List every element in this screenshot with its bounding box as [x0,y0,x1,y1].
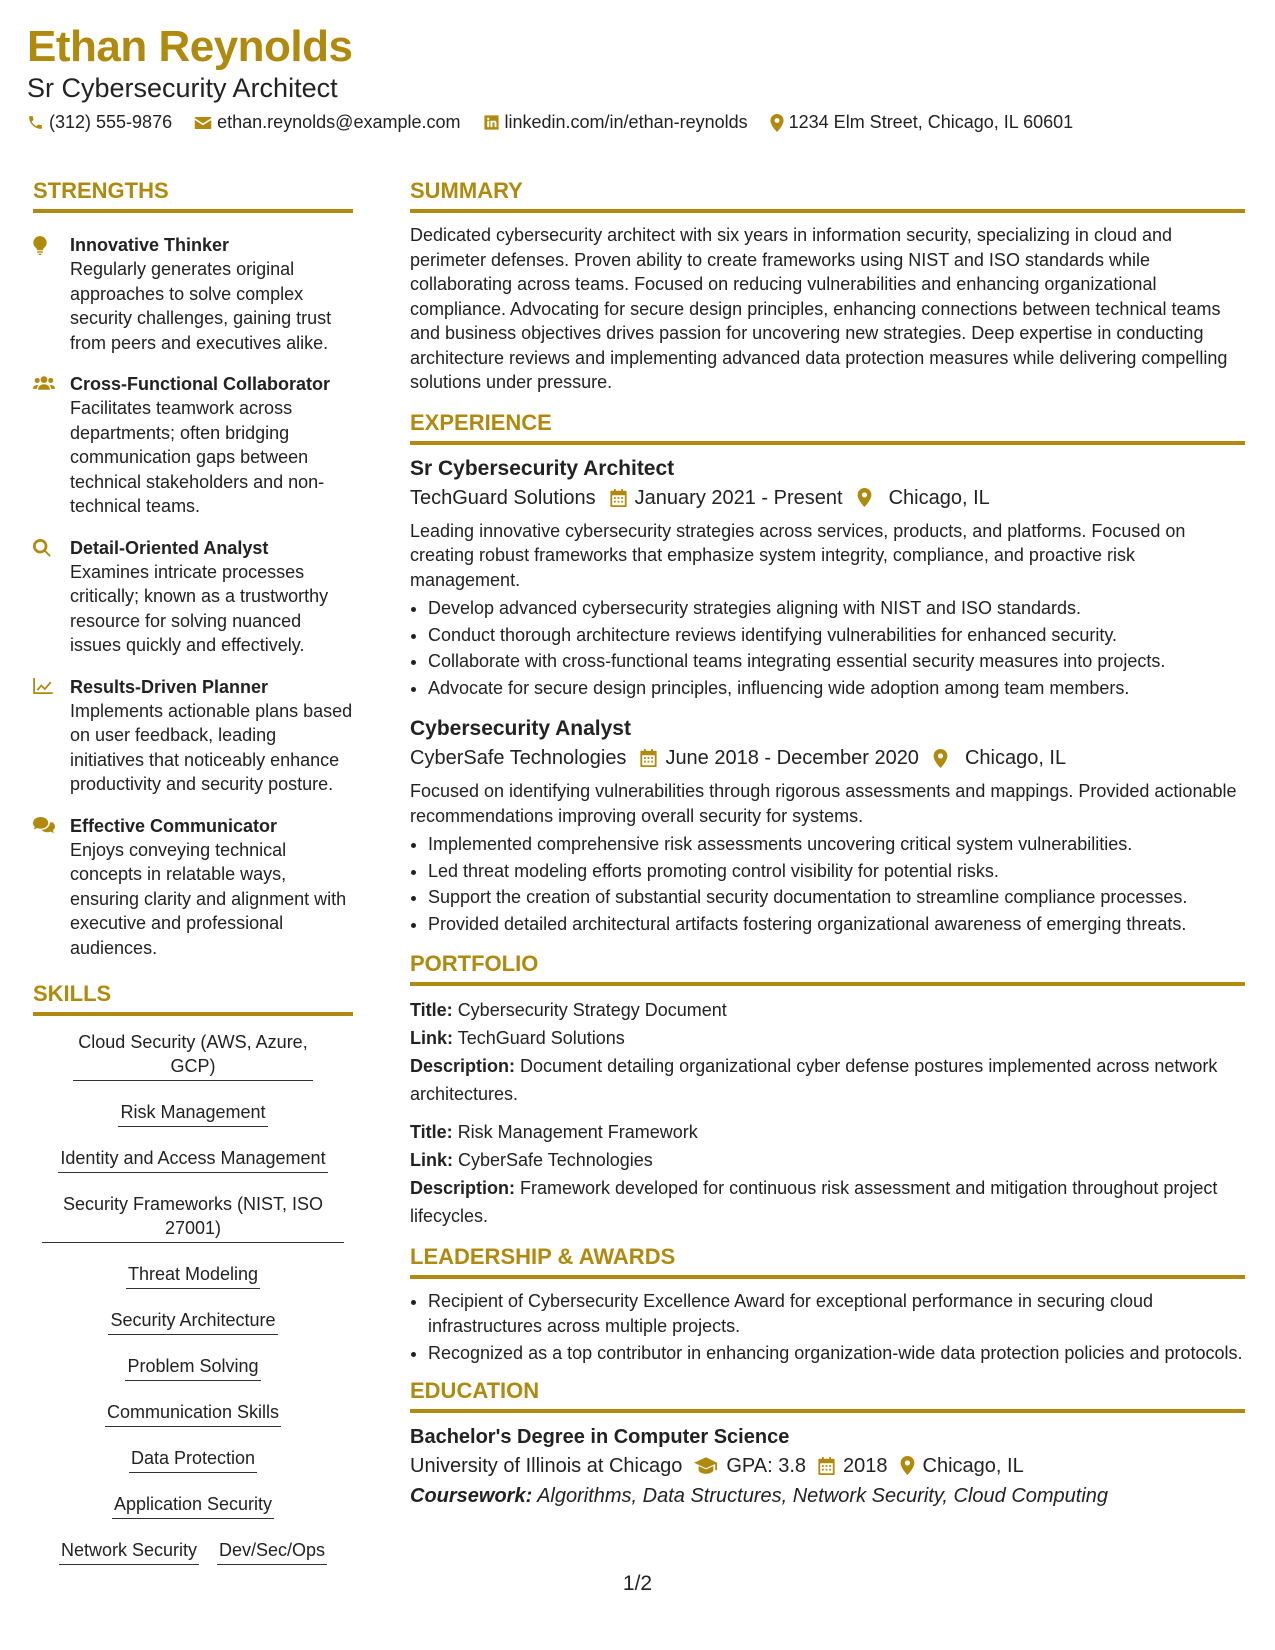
education-school: University of Illinois at Chicago [410,1454,683,1477]
contact-address [770,112,1074,133]
map-pin-icon [900,1456,915,1475]
skills-list [33,1030,353,1584]
contact-email-text: ethan.reynolds@example.com [217,112,461,132]
job-company: CyberSafe Technologies [410,747,627,769]
users-icon [33,375,55,391]
job-bullet: • Collaborate with cross-functional teams integrating essential security measures into projects. [428,648,1245,675]
job-bullet: • Develop advanced cybersecurity strategies aligning with NIST and ISO standards. [428,595,1245,622]
job-role: Sr Cybersecurity Architect [410,456,675,480]
job-location: Chicago, IL [964,747,1067,769]
job-bullet: • Implemented comprehensive risk assessments uncovering critical system vulnerabilities. [428,831,1245,858]
skill-tag: Data Protection [129,1446,257,1473]
skill-tag: Dev/Sec/Ops [217,1538,327,1565]
job-bullet: • Provided detailed architectural artifacts fostering organizational awareness of emerging threats. [428,911,1245,938]
job-bullet: • Led threat modeling efforts promoting control visibility for potential risks. [428,858,1245,885]
portfolio-description-label: Description: [410,1178,516,1198]
lightbulb-icon [33,236,47,255]
summary-text: Dedicated cybersecurity architect with six years in information security, specializing in cloud and perimeter defenses. Proven ability to create frameworks using NIST and ISO standards while collaborating across teams. Focused on reducing vulnerabilities and enhancing organizational compliance. Advocating for secure design principles, enhancing connections between technical teams and business objectives drives passion for uncovering new strategies. Deep expertise in conducting architecture reviews and implementing advanced data protection measures while delivering compelling solutions under pressure. [410,225,1228,392]
skill-tag-text: Security Frameworks (NIST, ISO 27001) [62,1194,324,1238]
strength-title: Effective Communicator [70,815,278,836]
portfolio-description: Document detailing organizational cyber defense postures implemented across network architectures. [410,1056,1218,1104]
portfolio-title-label: Title: [410,1000,453,1020]
education-gpa: GPA: 3.8 [726,1454,807,1477]
skills-heading: SKILLS [33,981,353,1016]
strength-description: Enjoys conveying technical concepts in relatable ways, ensuring clarity and alignment with executive and professional audiences. [70,839,347,958]
calendar-icon [818,1457,835,1475]
map-pin-icon [770,114,784,132]
candidate-title: Sr Cybersecurity Architect [27,73,338,103]
graduation-cap-icon [694,1457,718,1474]
skill-tag: Problem Solving [125,1354,260,1381]
contact-linkedin-text: linkedin.com/in/ethan-reynolds [504,112,748,132]
job-meta [410,483,1245,513]
experience-heading: EXPERIENCE [410,410,1245,445]
portfolio-item [410,1118,1245,1230]
strength-title: Results-Driven Planner [70,676,269,697]
coursework-label: Coursework: [410,1484,533,1507]
strength-description: Regularly generates original approaches to solve complex security challenges, gaining trust from peers and executives alike. [70,259,332,353]
portfolio-description: Framework developed for continuous risk assessment and mitigation throughout project lifecycles. [410,1178,1218,1226]
skill-tag: Network Security [59,1538,199,1565]
candidate-name: Ethan Reynolds [27,22,353,71]
education-year: 2018 [843,1454,888,1477]
chart-line-icon [33,678,53,694]
skill-tag: Communication Skills [105,1400,281,1427]
linkedin-icon [483,114,500,131]
portfolio-description-label: Description: [410,1056,516,1076]
job-bullets [410,831,1245,937]
portfolio-title-label: Title: [410,1122,453,1142]
leadership-heading: LEADERSHIP & AWARDS [410,1244,1245,1279]
skill-tag: Security Architecture [108,1308,277,1335]
search-icon [33,539,51,557]
job-entry [410,455,1245,702]
portfolio-item [410,996,1245,1108]
leadership-list [410,1289,1245,1366]
leadership-item: • Recognized as a top contributor in enhancing organization-wide data protection policies and protocols. [428,1341,1245,1366]
summary-heading: SUMMARY [410,178,1245,213]
coursework-text: Algorithms, Data Structures, Network Security, Cloud Computing [537,1484,1109,1507]
strength-description: Implements actionable plans based on user feedback, leading initiatives that noticeably enhance productivity and security posture. [70,700,353,794]
job-bullet: • Support the creation of substantial security documentation to streamline compliance processes. [428,884,1245,911]
job-bullet: • Conduct thorough architecture reviews identifying vulnerabilities for enhanced security. [428,622,1245,649]
portfolio-link[interactable]: CyberSafe Technologies [458,1150,653,1170]
job-summary: Leading innovative cybersecurity strategies across services, products, and platforms. Focused on creating robust frameworks that emphasize system integrity, compliance, and proactive risk management. [410,520,1186,590]
job-summary: Focused on identifying vulnerabilities through rigorous assessments and mappings. Provided actionable recommendations improving overall security for systems. [410,781,1237,826]
job-bullets [410,595,1245,701]
comments-icon [33,817,55,834]
portfolio-title: Risk Management Framework [457,1122,698,1142]
education-degree: Bachelor's Degree in Computer Science [410,1425,790,1448]
education-heading: EDUCATION [410,1378,1245,1413]
phone-icon [27,114,44,131]
skill-tag: Identity and Access Management [58,1146,327,1173]
contact-email[interactable] [194,112,460,133]
calendar-icon [610,489,627,507]
education-location: Chicago, IL [922,1454,1024,1477]
job-dates: January 2021 - Present [634,486,843,509]
job-dates: June 2018 - December 2020 [665,747,919,769]
portfolio-link-label: Link: [410,1028,453,1048]
strengths-heading: STRENGTHS [33,178,353,213]
strength-item [33,233,353,355]
skill-tag: Threat Modeling [126,1262,260,1289]
skill-tag: Risk Management [118,1100,267,1127]
skill-tag: Cloud Security (AWS, Azure, GCP) [73,1030,313,1081]
job-entry [410,715,1245,937]
portfolio-title: Cybersecurity Strategy Document [457,1000,727,1020]
skill-tag: Application Security [112,1492,274,1519]
strength-item [33,675,353,797]
envelope-icon [194,115,212,131]
strength-title: Detail-Oriented Analyst [70,537,269,558]
job-role: Cybersecurity Analyst [410,717,631,740]
right-column [410,178,1245,1511]
strength-title: Innovative Thinker [70,235,230,255]
contact-address-text: 1234 Elm Street, Chicago, IL 60601 [788,112,1074,132]
map-pin-icon [933,749,948,768]
job-company: TechGuard Solutions [410,486,596,509]
portfolio-link[interactable]: TechGuard Solutions [457,1028,625,1048]
map-pin-icon [857,488,872,507]
contact-phone-text: (312) 555-9876 [49,112,173,132]
strength-title: Cross-Functional Collaborator [70,374,331,394]
contact-linkedin[interactable] [483,112,748,133]
strength-description: Facilitates teamwork across departments; often bridging communication gaps between technical stakeholders and non-technical teams. [70,398,325,516]
contact-phone[interactable] [27,112,172,133]
job-location: Chicago, IL [888,486,990,509]
left-column [33,178,353,1584]
education-coursework [410,1481,1245,1511]
leadership-item: • Recipient of Cybersecurity Excellence Award for exceptional performance in securing cloud infrastructures across multiple projects. [428,1289,1245,1338]
strength-item [33,372,353,519]
portfolio-link-label: Link: [410,1150,453,1170]
education-meta [410,1451,1245,1481]
job-meta [410,743,1245,773]
strength-item [33,536,353,658]
strength-description: Examines intricate processes critically; known as a trustworthy resource for solving nuanced issues quickly and effectively. [70,561,329,655]
strength-item [33,814,353,961]
contact-bar [27,112,1095,133]
calendar-icon [640,749,657,767]
skill-tag [42,1192,344,1243]
page-number: 1/2 [622,1572,653,1595]
portfolio-heading: PORTFOLIO [410,951,1245,986]
job-bullet: • Advocate for secure design principles, influencing wide adoption among team members. [428,675,1245,702]
